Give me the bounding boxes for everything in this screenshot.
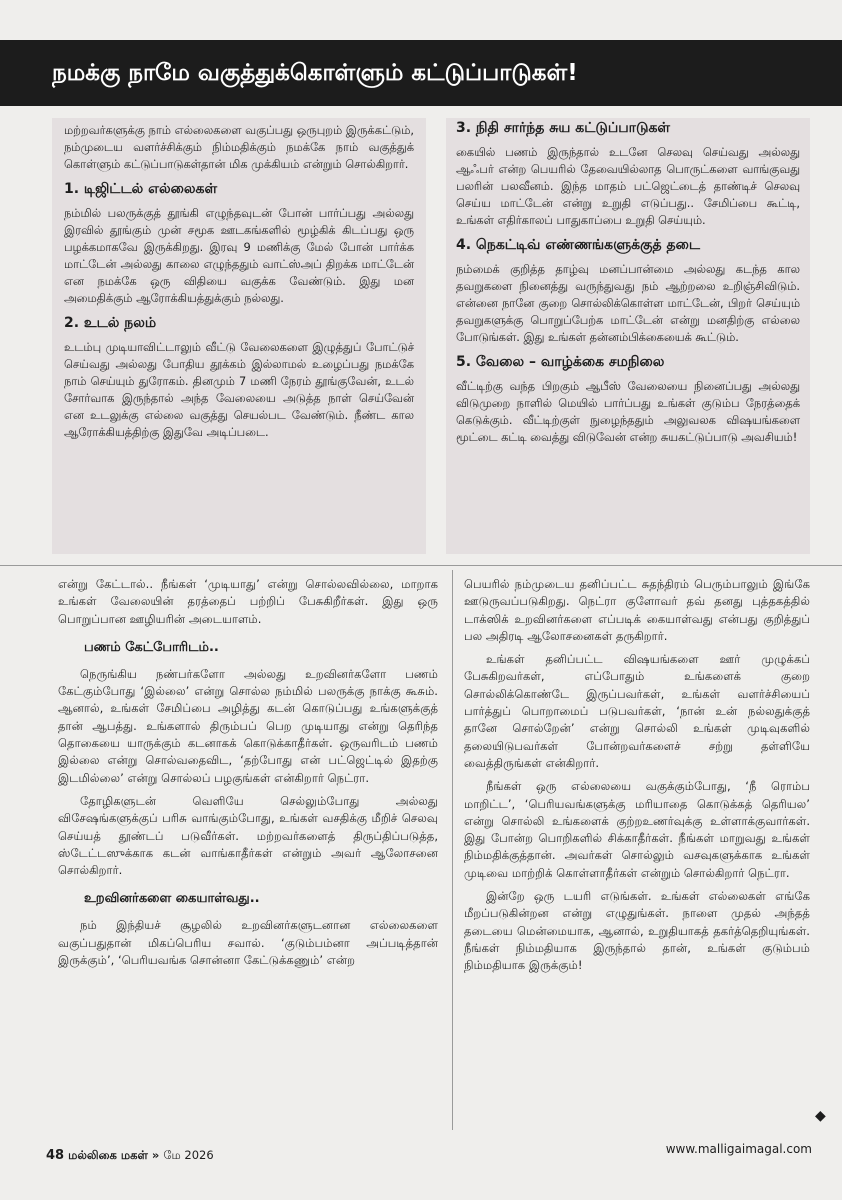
left-paragraph-4: நம் இந்தியச் சூழலில் உறவினர்களுடனான எல்லைகளை வகுப்பதுதான் மிகப்பெரிய சவால். ‘குடும்பம்னா அப்படித்தான் இருக்கும்’, ‘பெரியவங்க சொன்னா கேட்டுக்கணும்’ என்ற xyxy=(58,918,438,968)
right-paragraph-4: இன்றே ஒரு டயரி எடுங்கள். உங்கள் எல்லைகள் எங்கே மீறப்படுகின்றன என்று எழுதுங்கள். நாளை முதல் அந்தத் தடையை மென்மையாக, ஆனால், உறுதியாகத் தகர்த்தெறியுங்கள். நீங்கள் நிம்மதியாக இருந்தால் தான், உங்கள் குடும்பம் நிம்மதியாக இருக்கும்! xyxy=(464,889,810,973)
body-column-left xyxy=(58,576,438,1136)
heading-worklife: 5. வேலை – வாழ்க்கை சமநிலை xyxy=(456,354,665,370)
heading-negative: 4. நெகட்டிவ் எண்ணங்களுக்குத் தடை xyxy=(456,237,700,253)
paragraph-health: உடம்பு முடியாவிட்டாலும் வீட்டு வேலைகளை இழுத்துப் போட்டுச் செய்வது அல்லது போதிய தூக்கம் இல்லாமல் உழைப்பது நமக்கே நாம் செய்யும் துரோகம். தினமும் 7 மணி நேரம் தூங்குவேன், உடல் சோர்வாக இருந்தால் அந்த வேலையை அடுத்த நாள் செய்வேன் என உடலுக்கு எல்லை வகுத்து செயல்பட வேண்டும். நீண்ட கால ஆரோக்கியத்திற்கு இதுவே அடிப்படை. xyxy=(64,340,414,439)
box-intro: மற்றவர்களுக்கு நாம் எல்லைகளை வகுப்பது ஒருபுறம் இருக்கட்டும், நம்முடைய வளர்ச்சிக்கும் நிம்மதிக்கும் நமக்கே நாம் வகுத்துக் கொள்ளும் கட்டுப்பாடுகள்தான் மிக முக்கியம் என்றும் சொல்கிறார். xyxy=(64,123,414,171)
heading-digital: 1. டிஜிட்டல் எல்லைகள் xyxy=(64,181,218,197)
footer-left xyxy=(46,1148,214,1164)
issue-date: மே 2026 xyxy=(163,1148,214,1162)
section-divider xyxy=(0,565,842,566)
subheading-money: பணம் கேட்போரிடம்.. xyxy=(84,639,219,655)
left-paragraph-1: என்று கேட்டால்.. நீங்கள் ‘முடியாது’ என்று சொல்லவில்லை, மாறாக உங்கள் வேலையின் தரத்தைப் பற்றிப் பேசுகிறீர்கள். இது ஒரு பொறுப்பான ஊழியரின் அடையாளம். xyxy=(58,577,438,626)
left-paragraph-2: நெருங்கிய நண்பர்களோ அல்லது உறவினர்களோ பணம் கேட்கும்போது ‘இல்லை’ என்று சொல்ல நம்மில் பலருக்கு நாக்கு கூசும். ஆனால், உங்கள் சேமிப்பை அழித்து கடன் கொடுப்பது உங்களுக்குத் தான் ஆபத்து. உங்களால் திரும்பப் பெற முடியாது என்று தெரிந்த தொகையை யாருக்கும் கடனாகக் கொடுக்காதீர்கள். ஒருவரிடம் பணம் இல்லை என்று சொல்வதைவிட, ‘தற்போது என் பட்ஜெட்டில் இதற்கு இடமில்லை’ என்று சொல்லப் பழகுங்கள் என்கிறார் நெட்ரா. xyxy=(58,666,438,785)
paragraph-negative: நம்மைக் குறித்த தாழ்வு மனப்பான்மை அல்லது கடந்த கால தவறுகளை நினைத்து வருந்துவது நம் ஆற்றலை உறிஞ்சிவிடும். என்னை நானே குறை சொல்லிக்கொள்ள மாட்டேன், பிறர் செய்யும் தவறுகளுக்கு பொறுப்பேற்க மாட்டேன் என்று மனதிற்கு எல்லை போடுங்கள். இது உங்கள் தன்னம்பிக்கையைக் கூட்டும். xyxy=(456,262,800,344)
magazine-name: மல்லிகை மகள் xyxy=(68,1148,148,1162)
right-paragraph-3: நீங்கள் ஒரு எல்லையை வகுக்கும்போது, ‘நீ ரொம்ப மாறிட்ட’, ‘பெரியவங்களுக்கு மரியாதை கொடுக்கத் தெரியல’ என்று சொல்லி உங்களைக் குற்றஉணர்வுக்கு உள்ளாக்குவார்கள். இது போன்ற பொறிகளில் சிக்காதீர்கள். நீங்கள் மாறுவது உங்கள் நிம்மதிக்குத்தான். அவர்கள் சொல்லும் வசவுகளுக்காக உங்கள் முடிவை மாற்றிக் கொள்ளாதீர்கள் என்றும் சொல்கிறார் நெட்ரா. xyxy=(464,779,810,880)
page-number: 48 xyxy=(46,1148,65,1163)
column-divider xyxy=(452,570,453,1130)
sidebar-box-right xyxy=(446,118,810,554)
body-column-right xyxy=(464,576,810,1136)
right-paragraph-2: உங்கள் தனிப்பட்ட விஷயங்களை ஊர் முழுக்கப் பேசுகிறவர்கள், எப்போதும் உங்களைக் குறை சொல்லிக்கொண்டே இருப்பவர்கள், உங்கள் வளர்ச்சியைப் பார்த்துப் பொறாமைப் படுபவர்கள், ‘நான் உன் நல்லதுக்குத் தானே சொல்றேன்’ என்று சொல்லி உங்கள் முடிவுகளில் தலையிடுபவர்கள் போன்றவர்களைச் சற்று தள்ளியே வைத்திருங்கள் என்கிறார். xyxy=(464,652,810,770)
paragraph-finance: கையில் பணம் இருந்தால் உடனே செலவு செய்வது அல்லது ஆஃபர் என்ற பெயரில் தேவையில்லாத பொருட்களை வாங்குவது பலரின் பலவீனம். இந்த மாதம் பட்ஜெட்டைத் தாண்டிச் செலவு செய்ய மாட்டேன் என்று உறுதி எடுப்பது.. சேமிப்பை கூட்டி, உங்கள் எதிர்காலப் பாதுகாப்பை உறுதி செய்யும். xyxy=(456,145,800,227)
article-title: நமக்கு நாமே வகுத்துக்கொள்ளும் கட்டுப்பாடுகள்! xyxy=(52,60,578,86)
heading-health: 2. உடல் நலம் xyxy=(64,315,157,331)
paragraph-worklife: வீட்டிற்கு வந்த பிறகும் ஆபீஸ் வேலையை நினைப்பது அல்லது விடுமுறை நாளில் மெயில் பார்ப்பது உங்கள் குடும்ப நேரத்தைக் கெடுக்கும். வீட்டிற்குள் நுழைந்ததும் அலுவலக விஷயங்களை மூட்டை கட்டி வைத்து விடுவேன் என்ற சுயகட்டுப்பாடு அவசியம்! xyxy=(456,379,800,444)
subheading-relatives: உறவினர்களை கையாள்வது.. xyxy=(84,891,260,907)
footer-separator: » xyxy=(151,1148,160,1162)
website-link[interactable]: www.malligaimagal.com xyxy=(665,1142,812,1156)
paragraph-digital: நம்மில் பலருக்குத் தூங்கி எழுந்தவுடன் போன் பார்ப்பது அல்லது இரவில் தூங்கும் முன் சமூக ஊடகங்களில் மூழ்கிக் கிடப்பது ஒரு பழக்கமாகவே இருக்கிறது. இரவு 9 மணிக்கு மேல் போன் பார்க்க மாட்டேன் அல்லது காலை எழுந்ததும் வாட்ஸ்அப் திறக்க மாட்டேன் என நமக்கே ஒரு விதியை வகுக்க வேண்டும். இது மன அமைதிக்கும் ஆரோக்கியத்துக்கும் நல்லது. xyxy=(64,206,414,305)
heading-finance: 3. நிதி சார்ந்த சுய கட்டுப்பாடுகள் xyxy=(456,120,671,136)
sidebar-box-left xyxy=(52,118,426,554)
left-paragraph-3: தோழிகளுடன் வெளியே செல்லும்போது அல்லது விசேஷங்களுக்குப் பரிசு வாங்கும்போது, உங்கள் வசதிக்கு மீறிச் செலவு செய்யத் தூண்டப் படுவீர்கள். மற்றவர்களைத் திருப்திப்படுத்த, ஸ்டேட்டஸுக்காக கடன் வாங்காதீர்கள் என்றும் அவர் ஆலோசனை சொல்கிறார். xyxy=(58,793,438,878)
right-paragraph-1: பெயரில் நம்முடைய தனிப்பட்ட சுதந்திரம் பெரும்பாலும் இங்கே ஊடுருவப்படுகிறது. நெட்ரா குளோவர் தவ் தனது புத்தகத்தில் டாக்ஸிக் உறவினர்களை எப்படிக் கையாள்வது என்பது குறித்துப் பல அதிரடி ஆலோசனைகள் தருகிறார். xyxy=(464,577,810,643)
diamond-end-mark-icon: ◆ xyxy=(815,1108,826,1124)
